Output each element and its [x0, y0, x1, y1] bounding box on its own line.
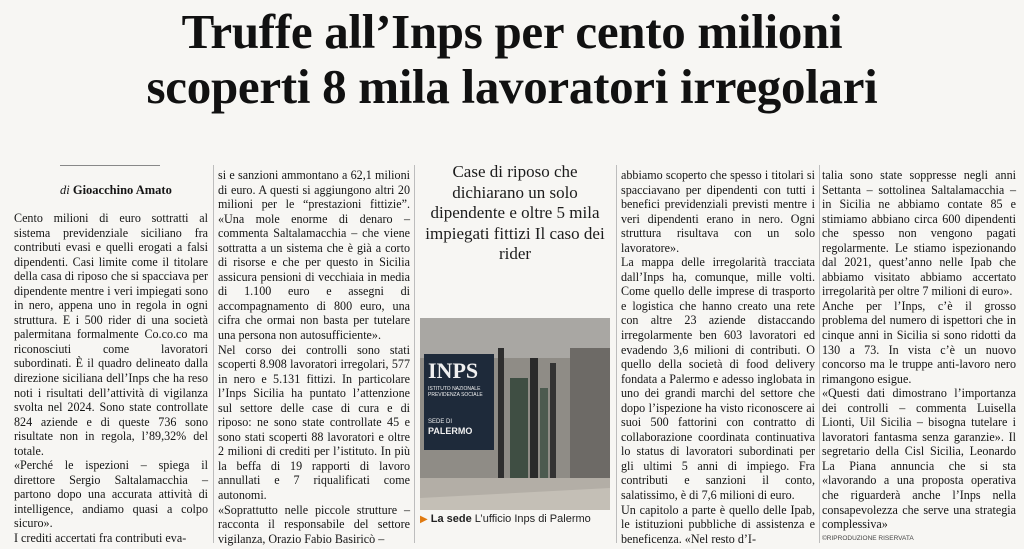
column-divider — [819, 165, 820, 543]
inps-sign — [428, 360, 488, 436]
inps-office-photo — [420, 318, 610, 510]
byline — [60, 183, 172, 198]
subhead: Case di riposo che dichiarano un solo dipendente e oltre 5 mila impiegati fittizi Il caso dei rider — [425, 162, 605, 263]
paragraph: «Soprattutto nelle piccole strutture – racconta il responsabile del settore vigilanza, Orazio Fabio Basiricò – — [218, 502, 410, 546]
article-column-3 — [621, 168, 815, 546]
sign-line: ISTITUTO NAZIONALE — [428, 386, 481, 392]
column-divider — [616, 165, 617, 543]
paragraph: talia sono state soppresse negli anni Settanta – sottolinea Saltalamacchia – in Sicilia ne abbiamo contate 85 e stimiamo abbiano circa 600 dipendenti che spesso non vengono pagati regolarmente. Le stiamo ispezionando dal 2021, quest’anno nelle Ipab che abbiamo visitato abbiamo accertato irregolarità per oltre 7 milioni di euro». — [822, 168, 1016, 299]
headline — [10, 4, 1014, 114]
paragraph: abbiamo scoperto che spesso i titolari si spacciavano per dipendenti con tutti i benefici previdenziali previsti mentre i veri dipendenti erano in nero. Ogni struttura risultava con un solo lavoratore». — [621, 168, 815, 255]
headline-line-2: scoperti 8 mila lavoratori irregolari — [146, 59, 878, 114]
article-column-2 — [218, 168, 410, 546]
caption-lead: La sede — [430, 513, 472, 525]
byline-prefix: di — [60, 183, 70, 197]
sign-line: PREVIDENZA SOCIALE — [428, 392, 483, 398]
sign-line: SEDE DI — [428, 419, 453, 425]
article-column-4 — [822, 168, 1016, 532]
paragraph: «Questi dati dimostrano l’importanza dei controlli – commenta Luisella Lionti, Uil Sicilia – bisogna tutelare i lavoratori fantasma senza garanzie». Il segretario della Cisl Sicilia, Leonardo La Piana annuncia che si sta «lavorando a una proposta operativa che riguarderà anche l’Inps nella consapevolezza che serve una strategia complessiva» — [822, 386, 1016, 532]
photo-caption — [420, 513, 610, 525]
paragraph: Un capitolo a parte è quello delle Ipab, le istituzioni pubbliche di assistenza e beneficenza. «Nel resto d’I- — [621, 502, 815, 546]
paragraph: La mappa delle irregolarità tracciata dall’Inps ha, comunque, mille volti. Come quello delle imprese di trasporto e logistica che hanno creato una rete con altre 23 aziende distaccando irregolarmente ben 603 lavoratori ed evadendo 3,6 milioni di contributi. O quello della società di food delivery fondata a Palermo e adesso inglobata in uno dei grandi marchi del settore che dopo l’ispezione ha visto riconoscere ai suoi 500 fattorini con contratto di collaborazione coordinata continuativa lo status di lavoratori subordinati per gli ultimi 5 anni di impiego. Fra contributi e sanzioni il conto, salatissimo, è di 7,6 milioni di euro. — [621, 255, 815, 503]
byline-author: Gioacchino Amato — [72, 183, 172, 197]
paragraph: «Perché le ispezioni – spiega il direttore Sergio Saltalamacchia – partono dopo una accurata attività di intelligence, andiamo quasi a colpo sicuro». — [14, 458, 208, 531]
paragraph: Nel corso dei controlli sono stati scoperti 8.908 lavoratori irregolari, 577 in nero e 5.131 fittizi. In particolare l’Inps Sicilia ha puntato l’attenzione sul settore delle case di cura e di riposo: ne sono state controllate 45 e sono stati scoperti 88 lavoratori e oltre 2 milioni di crediti per l’istituto. In più la beffa di 19 rapporti di lavoro annullati e 7 riqualificati come autonomi. — [218, 342, 410, 503]
headline-line-1: Truffe all’Inps per cento milioni — [181, 4, 843, 59]
copyright-credit: ©RIPRODUZIONE RISERVATA — [822, 535, 914, 542]
paragraph: Cento milioni di euro sottratti al sistema previdenziale siciliano fra contributi evasi e quelli erogati a falsi dipendenti. Casi limite come il titolare della casa di riposo che si spacciava per dipendente mentre i veri impiegati sono in nero, appena uno in regola in ogni struttura. E i 500 rider di una società palermitana formalmente Co.co.co ma riconosciuti come lavoratori subordinati. È il quadro delineato dalla direzione siciliana dell’Inps che ha reso noti i risultati dell’attività di vigilanza svolta nel 2024. Sono state controllate 824 aziende e di queste 736 sono risultate non in regola, l’89,32% del totale. — [14, 211, 208, 458]
column-divider — [213, 165, 214, 543]
inps-logo: INPS — [428, 358, 479, 383]
byline-rule — [60, 165, 160, 166]
article-column-1 — [14, 211, 208, 546]
sign-line: PALERMO — [428, 426, 473, 436]
caption-triangle-icon: ▶ — [420, 514, 428, 525]
paragraph: I crediti accertati fra contributi eva- — [14, 531, 187, 546]
caption-text: L’ufficio Inps di Palermo — [474, 513, 591, 525]
column-divider — [414, 165, 415, 543]
paragraph: Anche per l’Inps, c’è il grosso problema del numero di ispettori che in cinque anni in Sicilia si sono ridotti da 130 a 73. In vista c’è un nuovo concorso ma le truppe anti-lavoro nero rimangono esigue. — [822, 298, 1016, 386]
paragraph: si e sanzioni ammontano a 62,1 milioni di euro. A questi si aggiungono altri 20 milioni per le “prestazioni fittizie”. «Una mole enorme di denaro – commenta Saltalamacchia – che viene sottratta a un sistema che è già a corto di risorse e che per questo in Sicilia assicura pensioni di vecchiaia in media di 1.100 euro e assegni di accompagnamento di 800 euro, una cifra che ormai non basta per tutelare una persona non autosufficiente». — [218, 168, 410, 343]
